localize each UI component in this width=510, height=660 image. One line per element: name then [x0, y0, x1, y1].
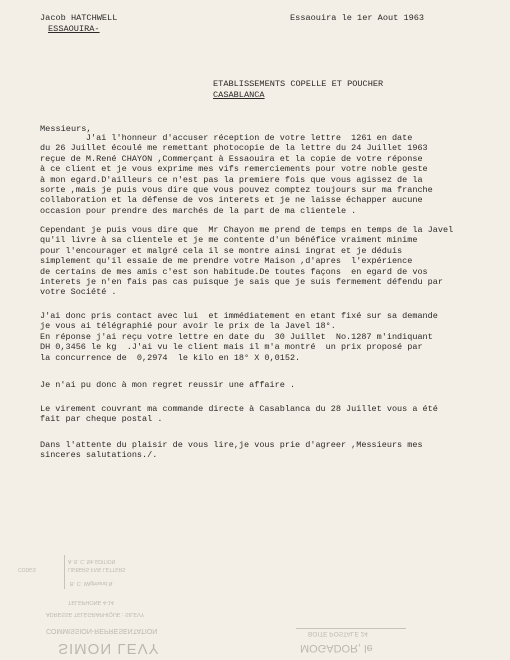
text-line: à mon egard.D'ailleurs ce n'est pas la premiere fois que vous agissez de la [40, 174, 423, 185]
bleed-codes-line-1: A. B. C. 5th EDITION [68, 558, 116, 564]
bleed-codes-line-3: B. C. Wightand N. [70, 580, 115, 586]
text-line: occasion pour prendre des marchés de la part de ma clientele . [40, 205, 357, 216]
salutation: Messieurs, [40, 124, 92, 134]
bleed-business: COMMISSION-REPRESENTATION [46, 627, 158, 634]
text-line: qu'il livre à sa clientele et je me contente d'un bénéfice vraiment minime [40, 235, 418, 246]
text-line: interets je n'en fais pas cas puisque je sais que je suis fermement défendu par [40, 277, 443, 288]
bleed-codes-label: CODES [18, 566, 36, 572]
text-line: Je n'ai pu donc à mon regret reussir une affaire . [40, 380, 296, 390]
text-line: DH 0,3456 le kg .J'ai vu le client mais il m'a montré un prix proposé par [40, 342, 423, 353]
text-line: fait par cheque postal . [40, 414, 163, 425]
text-line: votre Société . [40, 287, 117, 298]
paragraph-3 [40, 311, 480, 363]
bleed-company: SIMON LEVY [58, 640, 160, 657]
bleed-telephone: TELEPHONE 4-14 [68, 599, 114, 605]
place-date: Essaouira le 1er Aout 1963 [290, 13, 425, 23]
paragraph-5 [40, 404, 480, 425]
sender-name: Jacob HATCHWELL [40, 13, 118, 23]
bleed-divider [64, 555, 65, 589]
paragraph-2 [40, 225, 480, 298]
text-line: je vous ai télégraphié pour avoir le prix de la Javel 18°. [40, 321, 336, 332]
text-line: collaboration et la défense de vos interets et je ne laisse échapper aucune [40, 195, 423, 206]
sender-city: ESSAOUIRA- [48, 24, 100, 34]
text-line: En réponse j'ai reçu votre lettre en date du 30 Juillet No.1287 m'indiquant [40, 331, 433, 342]
text-line: J'ai l'honneur d'accuser réception de votre lettre 1261 en date [40, 133, 413, 143]
bleed-rule [296, 628, 406, 629]
text-line: sorte ,mais je puis vous dire que vous pouvez comptez toujours sur ma franche [40, 185, 433, 196]
text-line: de certains de mes amis c'est son habitude.De toutes façons en egard de vos [40, 266, 428, 277]
text-line: simplement qu'il essaie de me prendre votre Maison ,d'apres l'expérience [40, 256, 413, 267]
text-line: pour l'encourager et malgré cela il se montre ainsi ingrat et je déduis [40, 245, 403, 256]
bleed-city: MOGADOR, le [300, 642, 373, 654]
bleed-telegraph: ADRESSE TELEGRAPHIQUE : SILEVY [46, 611, 145, 617]
bleed-box: BOITE POSTALE 24 [308, 630, 368, 637]
text-line: la concurrence de 0,2974 le kilo en 18° X 0,0152. [40, 352, 301, 363]
text-line: Dans l'attente du plaisir de vous lire,je vous prie d'agreer ,Messieurs mes [40, 440, 423, 450]
recipient-company: ETABLISSEMENTS COPELLE ET POUCHER [213, 79, 384, 89]
paragraph-6 [40, 440, 480, 461]
text-line: du 26 Juillet écoulé me remettant photocopie de la lettre du 24 Juillet 1963 [40, 143, 428, 154]
text-line: à ce client et je vous exprime mes vifs remerciements pour votre noble geste [40, 164, 428, 175]
text-line: Cependant je puis vous dire que Mr Chayon me prend de temps en temps de la Javel [40, 225, 454, 235]
recipient-city: CASABLANCA [213, 90, 265, 100]
text-line: Le virement couvrant ma commande directe à Casablanca du 28 Juillet vous a été [40, 404, 438, 414]
bleed-codes-line-2: LIEBERS FIVE LETTERS [68, 566, 126, 572]
text-line: J'ai donc pris contact avec lui et immédiatement en etant fixé sur sa demande [40, 311, 438, 321]
paragraph-1 [40, 133, 480, 216]
text-line: sinceres salutations./. [40, 450, 158, 461]
text-line: reçue de M.René CHAYON ,Commerçant à Essaouira et la copie de votre réponse [40, 153, 423, 164]
paragraph-4 [40, 380, 480, 390]
